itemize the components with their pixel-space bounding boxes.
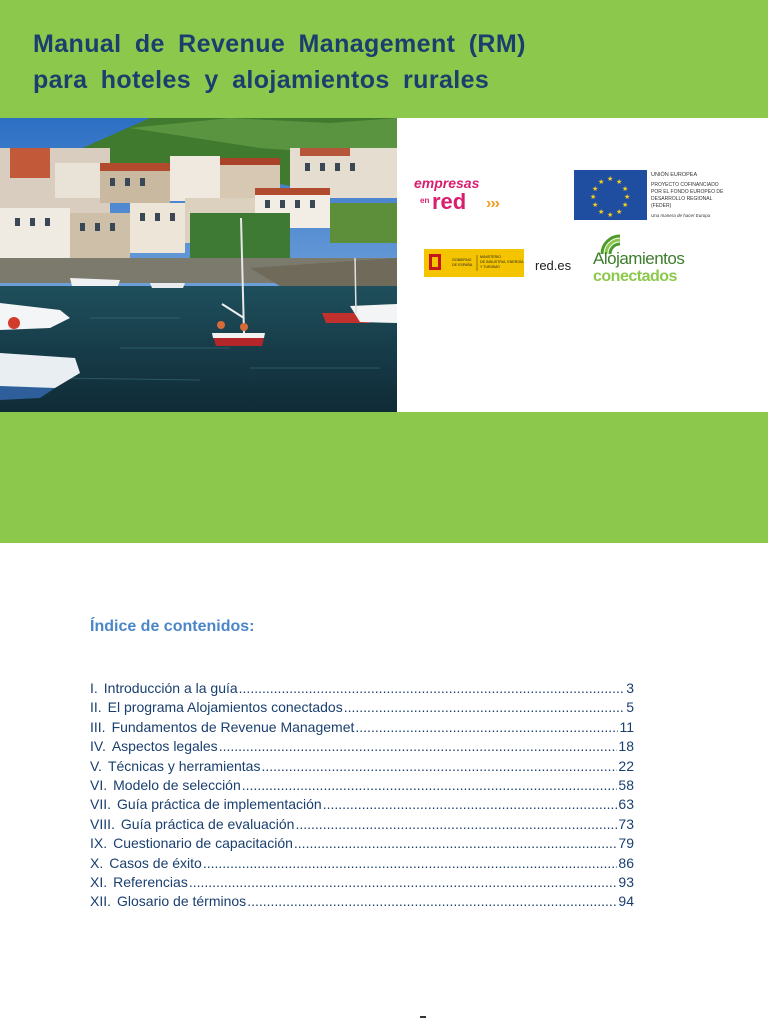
toc-item-number: V. <box>90 757 102 774</box>
eu-line-1: PROYECTO COFINANCIADO <box>651 182 719 188</box>
toc-item-label: Guía práctica de evaluación <box>120 815 295 832</box>
empresas-en-text: en <box>420 196 430 205</box>
gob-right-1: MINISTERIO <box>480 255 501 259</box>
toc-item-label: Aspectos legales <box>111 738 218 755</box>
toc-item[interactable] <box>90 873 634 892</box>
toc-item-number: II. <box>90 699 102 716</box>
gobierno-espana-logo <box>424 249 524 277</box>
toc-item-label: Casos de éxito <box>109 854 202 871</box>
toc-item-page: 93 <box>618 873 634 890</box>
svg-text:★: ★ <box>616 178 623 186</box>
toc-item[interactable] <box>90 776 634 795</box>
toc-item[interactable] <box>90 757 634 776</box>
toc-item-number: III. <box>90 718 106 735</box>
toc-item[interactable] <box>90 698 634 717</box>
toc-item-page: 94 <box>618 893 634 910</box>
empresas-text: empresas <box>414 175 480 191</box>
toc-item-page: 18 <box>618 738 634 755</box>
toc-item-number: IV. <box>90 738 106 755</box>
svg-text:★: ★ <box>598 208 605 216</box>
toc-item[interactable] <box>90 718 634 737</box>
svg-text:★: ★ <box>607 175 614 183</box>
toc-dot-leader <box>323 795 618 814</box>
svg-text:★: ★ <box>622 201 629 209</box>
sponsor-logos <box>397 118 768 412</box>
toc-item-label: Referencias <box>113 873 188 890</box>
toc-item-number: IX. <box>90 835 108 852</box>
toc-heading: Índice de contenidos: <box>90 618 255 635</box>
eu-title: UNIÓN EUROPEA <box>651 172 698 178</box>
empresas-en-red-logo <box>414 175 500 214</box>
decorative-band <box>0 412 768 543</box>
toc-item-number: XII. <box>90 893 112 910</box>
toc-dot-leader <box>344 698 626 717</box>
toc-item-page: 5 <box>626 699 634 716</box>
toc-item-number: VI. <box>90 776 108 793</box>
toc-item-label: Glosario de términos <box>117 893 247 910</box>
toc-item[interactable] <box>90 795 634 814</box>
gob-left-2: DE ESPAÑA <box>452 263 473 267</box>
toc-item-page: 58 <box>618 776 634 793</box>
empresas-arrows-icon: ››› <box>486 195 499 212</box>
toc-item-page: 22 <box>618 757 634 774</box>
cover-photo-harbor <box>0 118 397 412</box>
toc-item[interactable] <box>90 737 634 756</box>
eu-motto: Una manera de hacer Europa <box>651 213 711 218</box>
page-mark <box>420 1016 426 1018</box>
toc-item-page: 63 <box>618 796 634 813</box>
toc-item[interactable] <box>90 815 634 834</box>
eu-line-3: DESARROLLO REGIONAL <box>651 196 713 202</box>
toc-item-label: Modelo de selección <box>113 776 241 793</box>
toc-dot-leader <box>355 718 618 737</box>
toc-item-label: Guía práctica de implementación <box>117 796 322 813</box>
eu-line-4: (FEDER) <box>651 203 672 209</box>
toc-item-label: Fundamentos de Revenue Managemet <box>111 718 355 735</box>
svg-text:★: ★ <box>592 201 599 209</box>
svg-text:★: ★ <box>624 193 631 201</box>
toc-item-number: XI. <box>90 873 108 890</box>
toc-item-label: Introducción a la guía <box>103 680 238 696</box>
toc-dot-leader <box>203 854 618 873</box>
toc-item-number: X. <box>90 854 104 871</box>
toc-item[interactable] <box>90 892 634 911</box>
toc-item-label: Cuestionario de capacitación <box>113 835 293 852</box>
table-of-contents <box>90 679 634 912</box>
toc-dot-leader <box>247 892 617 911</box>
toc-dot-leader <box>219 737 618 756</box>
toc-item-number: VII. <box>90 796 112 813</box>
svg-text:★: ★ <box>592 185 599 193</box>
svg-text:★: ★ <box>598 178 605 186</box>
toc-item-page: 73 <box>618 815 634 832</box>
svg-text:★: ★ <box>616 208 623 216</box>
gob-right-3: Y TURISMO <box>480 265 500 269</box>
toc-item[interactable] <box>90 854 634 873</box>
gob-left-1: GOBIERNO <box>452 258 472 262</box>
eu-flag-logo <box>574 170 724 220</box>
toc-dot-leader <box>242 776 618 795</box>
title-line-1: Manual de Revenue Management (RM) <box>33 30 526 58</box>
document-title <box>33 26 526 98</box>
toc-item[interactable] <box>90 834 634 853</box>
toc-dot-leader <box>294 834 618 853</box>
toc-item-page: 86 <box>618 854 634 871</box>
toc-item-number: VIII. <box>90 815 115 832</box>
toc-item-label: Técnicas y herramientas <box>107 757 261 774</box>
toc-item-page: 79 <box>618 835 634 852</box>
toc-dot-leader <box>261 757 617 776</box>
toc-dot-leader <box>189 873 618 892</box>
empresas-red-text: red <box>432 189 467 214</box>
title-line-2: para hoteles y alojamientos rurales <box>33 66 490 94</box>
toc-item-page: 11 <box>619 718 634 735</box>
aloj-bottom-text: conectados <box>593 268 677 285</box>
toc-item[interactable] <box>90 679 634 698</box>
svg-text:★: ★ <box>590 193 597 201</box>
toc-dot-leader <box>295 815 617 834</box>
alojamientos-conectados-logo <box>593 236 684 285</box>
svg-text:★: ★ <box>622 185 629 193</box>
toc-item-page: 3 <box>626 680 634 696</box>
eu-line-2: POR EL FONDO EUROPEO DE <box>651 189 724 195</box>
toc-item-number: I. <box>90 680 98 696</box>
toc-dot-leader <box>239 679 626 698</box>
header-band <box>0 0 768 118</box>
aloj-top-text: Alojamientos <box>593 249 685 268</box>
svg-text:★: ★ <box>607 211 614 219</box>
red-es-logo: red.es <box>535 258 572 273</box>
gob-right-2: DE INDUSTRIA, ENERGÍA <box>480 260 524 264</box>
toc-item-label: El programa Alojamientos conectados <box>107 699 343 716</box>
